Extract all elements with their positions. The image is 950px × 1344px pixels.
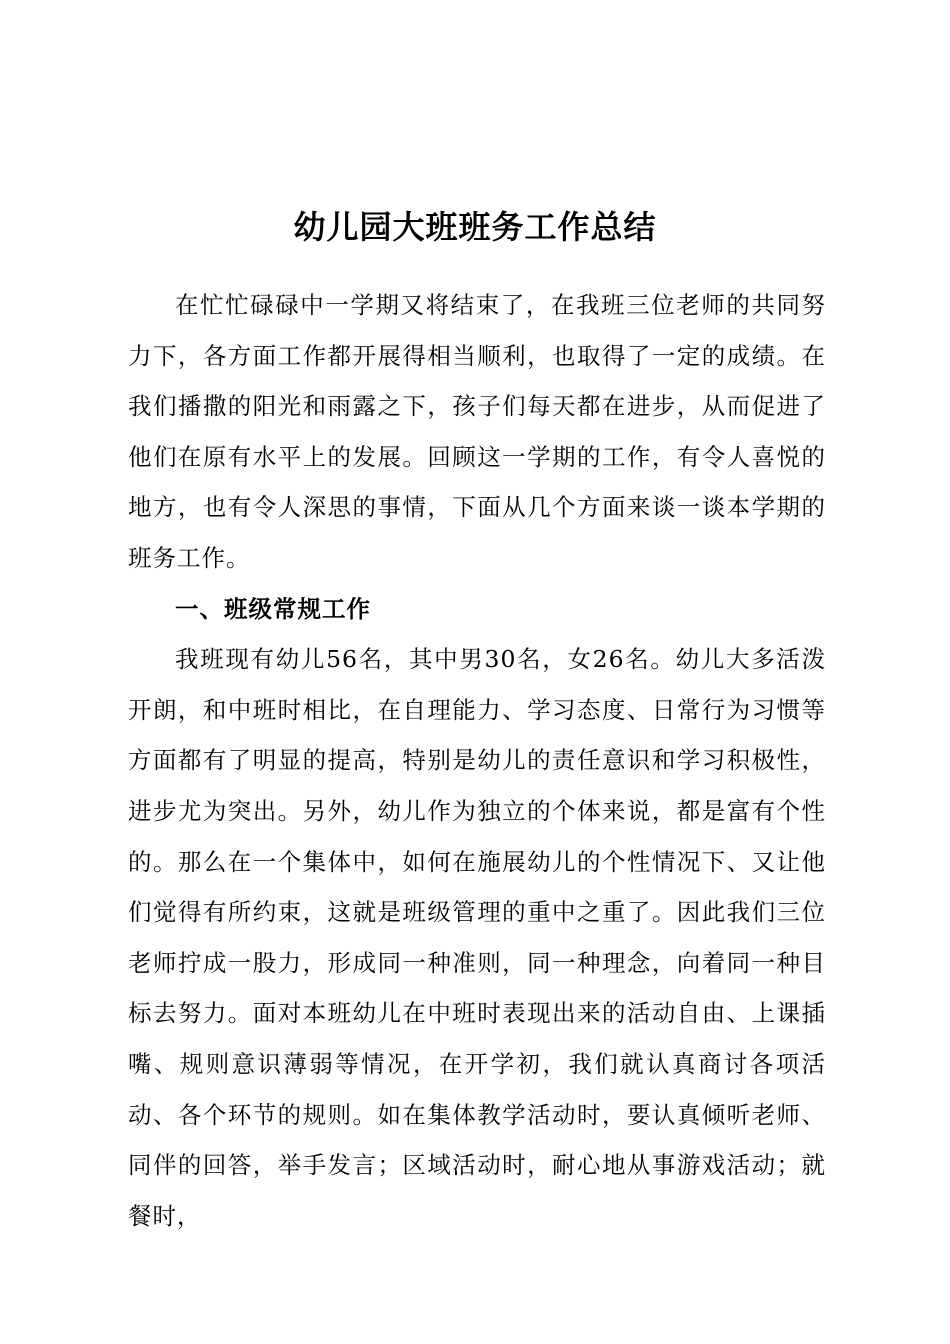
intro-paragraph: 在忙忙碌碌中一学期又将结束了，在我班三位老师的共同努力下，各方面工作都开展得相当顺利，也取得了一定的成绩。在我们播撒的阳光和雨露之下，孩子们每天都在进步，从而促进了他们在原有水平上的发展。回顾这一学期的工作，有令人喜悦的地方，也有令人深思的事情，下面从几个方面来谈一谈本学期的班务工作。 bbox=[128, 291, 826, 572]
document-title: 幼儿园大班班务工作总结 bbox=[293, 208, 657, 247]
section-paragraph-class-routine: 我班现有幼儿56名，其中男30名，女26名。幼儿大多活泼开朗，和中班时相比，在自理能力、学习态度、日常行为习惯等方面都有了明显的提高，特别是幼儿的责任意识和学习积极性，进步尤为突出。另外，幼儿作为独立的个体来说，都是富有个性的。那么在一个集体中，如何在施展幼儿的个性情况下、又让他们觉得有所约束，这就是班级管理的重中之重了。因此我们三位老师拧成一股力，形成同一种准则，同一种理念，向着同一种目标去努力。面对本班幼儿在中班时表现出来的活动自由、上课插嘴、规则意识薄弱等情况，在开学初，我们就认真商讨各项活动、各个环节的规则。如在集体教学活动时，要认真倾听老师、同伴的回答，举手发言；区域活动时，耐心地从事游戏活动；就餐时， bbox=[128, 645, 826, 1230]
section-heading-class-routine: 一、班级常规工作 bbox=[175, 594, 371, 623]
document-body bbox=[128, 280, 826, 1241]
